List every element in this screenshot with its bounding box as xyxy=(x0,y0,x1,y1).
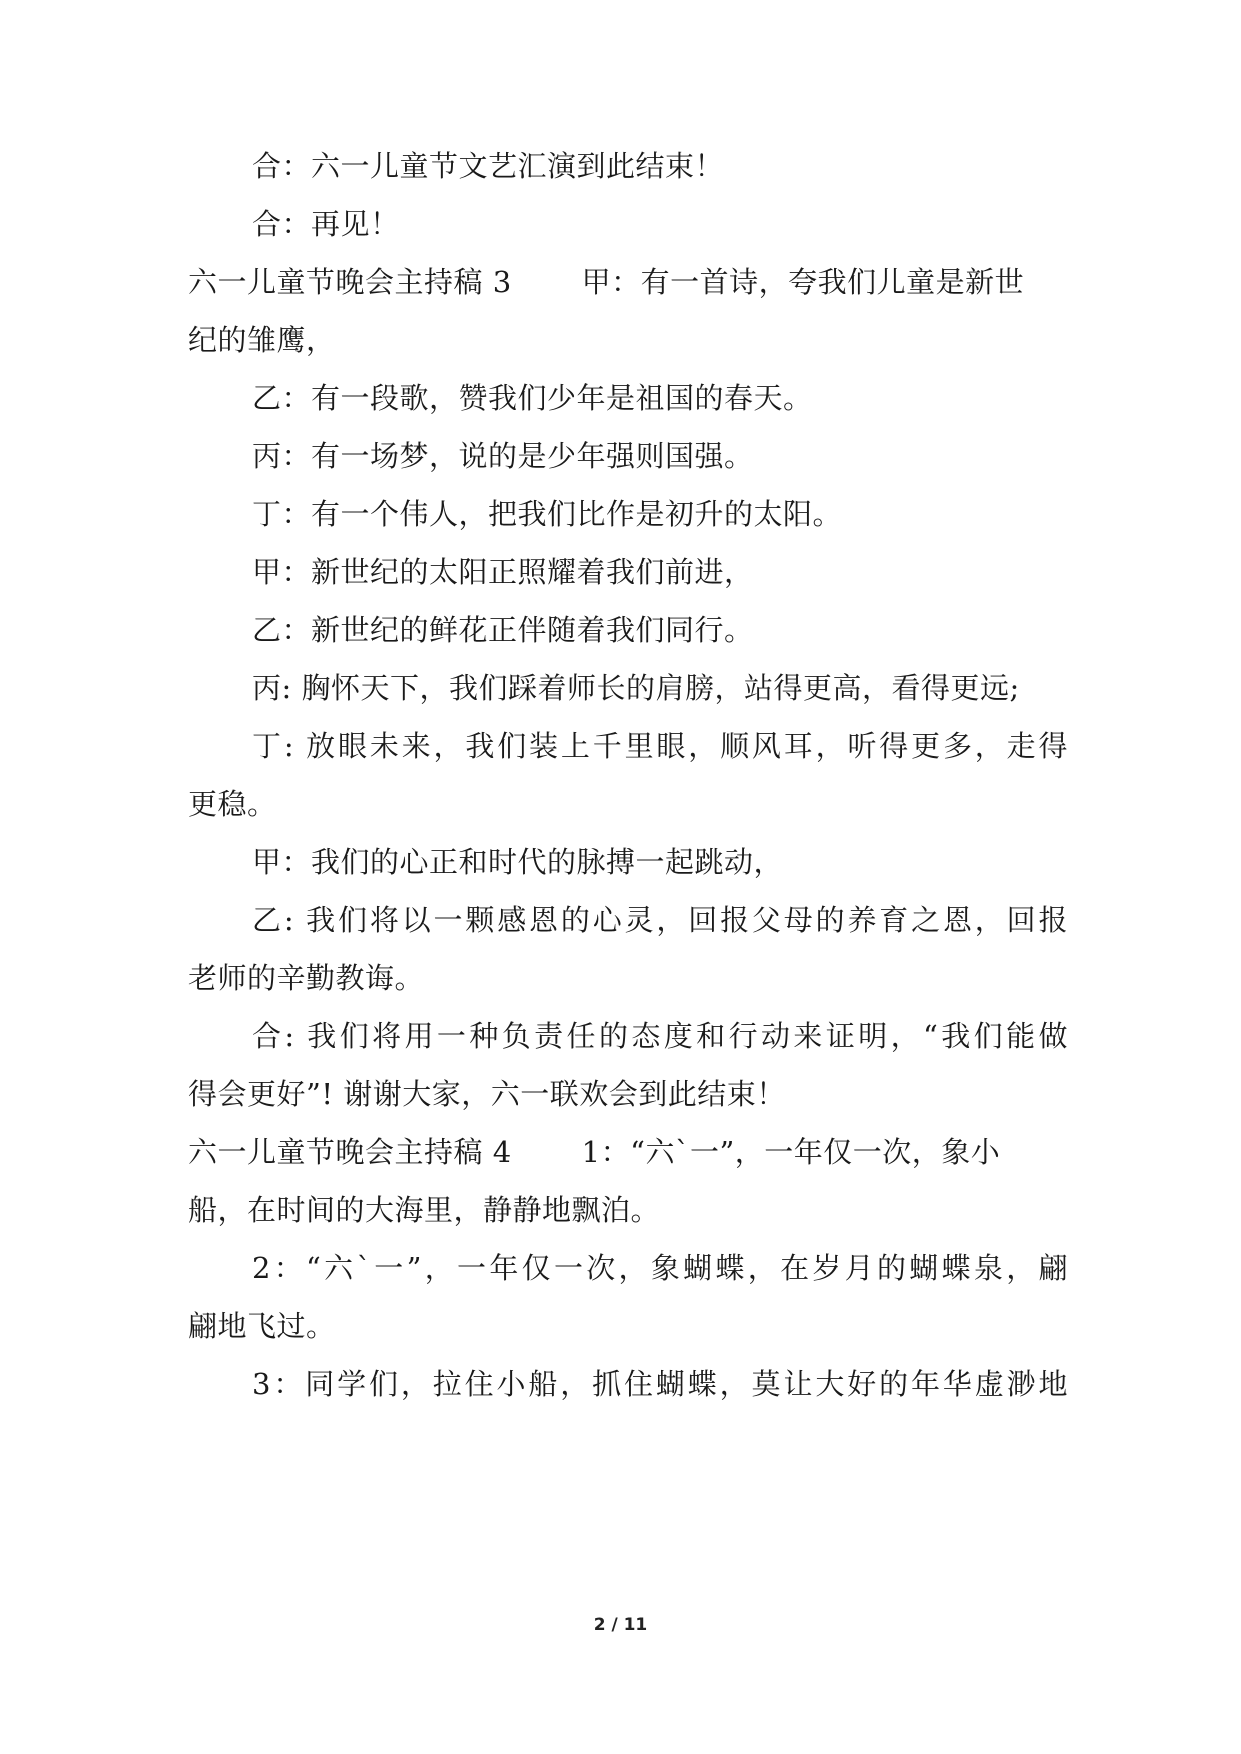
dialogue-line: 老师的辛勤教诲。 xyxy=(188,961,425,995)
dialogue-line: 合: 我们将用一种负责任的态度和行动来证明，“我们能做 xyxy=(252,1019,1068,1053)
dialogue-line: 翩地飞过。 xyxy=(188,1309,336,1343)
dialogue-line: 丙: 胸怀天下，我们踩着师长的肩膀，站得更高，看得更远; xyxy=(252,671,1020,705)
dialogue-line: 纪的雏鹰， xyxy=(188,323,336,357)
dialogue-line: 乙：有一段歌，赞我们少年是祖国的春天。 xyxy=(252,381,813,415)
dialogue-line: 甲：我们的心正和时代的脉搏一起跳动， xyxy=(252,845,784,879)
section-heading: 六一儿童节晚会主持稿 3 xyxy=(188,265,512,299)
dialogue-text: 甲：有一首诗，夸我们儿童是新世 xyxy=(581,265,1025,299)
dialogue-line: 2：“六`一”，一年仅一次，象蝴蝶，在岁月的蝴蝶泉，翩 xyxy=(252,1251,1068,1285)
section-heading-line xyxy=(188,262,1068,302)
section-heading: 六一儿童节晚会主持稿 4 xyxy=(188,1135,512,1169)
dialogue-line: 合：六一儿童节文艺汇演到此结束！ xyxy=(252,149,725,183)
dialogue-text: 1：“六`一”，一年仅一次，象小 xyxy=(581,1135,1001,1169)
dialogue-line: 更稳。 xyxy=(188,787,277,821)
dialogue-line: 合：再见！ xyxy=(252,207,400,241)
section-heading-line xyxy=(188,1132,1068,1172)
dialogue-line: 丁：有一个伟人，把我们比作是初升的太阳。 xyxy=(252,497,843,531)
dialogue-line: 船，在时间的大海里，静静地飘泊。 xyxy=(188,1193,661,1227)
dialogue-line: 得会更好”! 谢谢大家，六一联欢会到此结束！ xyxy=(188,1077,786,1111)
page-number: 2 / 11 xyxy=(593,1615,648,1635)
dialogue-line: 丙：有一场梦，说的是少年强则国强。 xyxy=(252,439,754,473)
dialogue-line: 3：同学们，拉住小船，抓住蝴蝶，莫让大好的年华虚渺地 xyxy=(252,1367,1068,1401)
dialogue-line: 乙：新世纪的鲜花正伴随着我们同行。 xyxy=(252,613,754,647)
dialogue-line: 甲：新世纪的太阳正照耀着我们前进， xyxy=(252,555,754,589)
dialogue-line: 丁: 放眼未来，我们装上千里眼，顺风耳，听得更多，走得 xyxy=(252,729,1068,763)
dialogue-line: 乙: 我们将以一颗感恩的心灵，回报父母的养育之恩，回报 xyxy=(252,903,1068,937)
